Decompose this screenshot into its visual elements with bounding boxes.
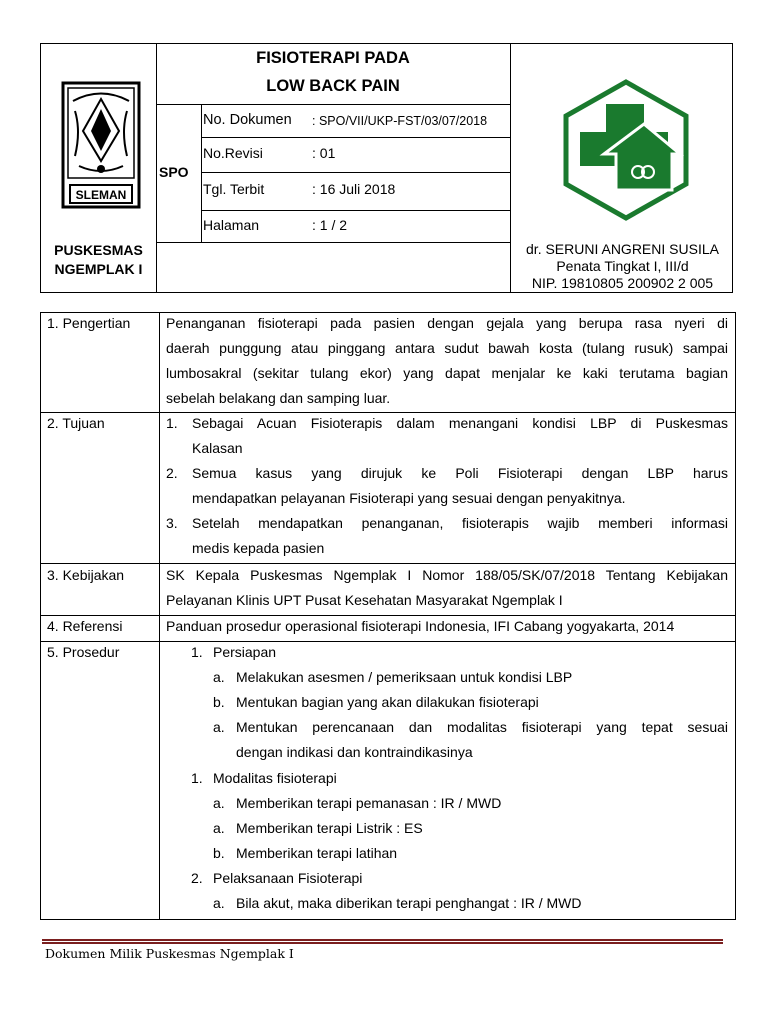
org-name-line2: NGEMPLAK I	[54, 261, 143, 277]
prosedur-text: dengan indikasi dan kontraindikasinya	[236, 744, 473, 760]
spo-label: SPO	[159, 164, 189, 180]
section-label-pengertian: 1. Pengertian	[47, 315, 131, 331]
prosedur-text: Bila akut, maka diberikan terapi penghangat : IR / MWD	[236, 895, 582, 911]
prosedur-num: 1.	[191, 644, 203, 660]
field-tgl-terbit-value: : 16 Juli 2018	[312, 181, 396, 197]
prosedur-text: Pelaksanaan Fisioterapi	[213, 870, 363, 886]
prosedur-text: Memberikan terapi Listrik : ES	[236, 820, 423, 836]
tujuan-item: 3. Setelah mendapatkan penanganan, fisioterapis wajib memberi informasi medis kepada pasien	[166, 515, 728, 556]
referensi-text: Panduan prosedur operasional fisioterapi Indonesia, IFI Cabang yogyakarta, 2014	[166, 618, 675, 634]
pengertian-line: lumbosakral (sekitar tulang ekor) yang dapat menjalar ke kaki terutama bagian	[166, 365, 728, 381]
section-label-referensi: 4. Referensi	[47, 618, 123, 634]
tujuan-item: 1. Sebagai Acuan Fisioterapis dalam menangani kondisi LBP di Puskesmas Kalasan	[166, 415, 728, 456]
field-tgl-terbit-label: Tgl. Terbit	[203, 181, 265, 197]
prosedur-text: Memberikan terapi latihan	[236, 845, 398, 861]
prosedur-text: Mentukan bagian yang akan dilakukan fisioterapi	[236, 694, 539, 710]
header-table	[40, 43, 733, 293]
prosedur-num: b.	[213, 845, 225, 861]
prosedur-num: a.	[213, 820, 225, 836]
svg-text:SLEMAN: SLEMAN	[75, 188, 127, 202]
prosedur-num: a.	[213, 895, 225, 911]
prosedur-num: 1.	[191, 770, 203, 786]
prosedur-num: a.	[213, 795, 225, 811]
footer-divider	[42, 939, 723, 944]
field-halaman-label: Halaman	[203, 217, 260, 233]
prosedur-text: Persiapan	[213, 644, 277, 660]
section-label-kebijakan: 3. Kebijakan	[47, 567, 125, 583]
sleman-logo	[61, 81, 141, 209]
footer-text: Dokumen Milik Puskesmas Ngemplak I	[45, 946, 294, 961]
field-revisi-label: No.Revisi	[203, 145, 263, 161]
section-label-prosedur: 5. Prosedur	[47, 644, 120, 660]
field-no-dokumen-value: : SPO/VII/UKP-FST/03/07/2018	[312, 114, 488, 128]
prosedur-num: b.	[213, 694, 225, 710]
kebijakan-line: Pelayanan Klinis UPT Pusat Kesehatan Masyarakat Ngemplak I	[166, 592, 563, 608]
prosedur-text: Memberikan terapi pemanasan : IR / MWD	[236, 795, 502, 811]
content-table	[40, 312, 736, 920]
doc-title-line2: LOW BACK PAIN	[266, 77, 400, 95]
signer-rank: Penata Tingkat I, III/d	[556, 258, 689, 274]
prosedur-num: a.	[213, 719, 225, 735]
pengertian-line: daerah punggung atau pinggang antara sudut bawah kosta (tulang rusuk) sampai	[166, 340, 728, 356]
field-no-dokumen-label: No. Dokumen	[203, 112, 292, 128]
prosedur-text: Modalitas fisioterapi	[213, 770, 337, 786]
pengertian-line: sebelah belakang dan samping luar.	[166, 390, 391, 406]
tujuan-item: 2. Semua kasus yang dirujuk ke Poli Fisioterapi dengan LBP harus mendapatkan pelayanan Fisioterapi yang sesuai dengan penyakitnya.	[166, 465, 728, 506]
signer-nip: NIP. 19810805 200902 2 005	[531, 275, 714, 291]
signer-name: dr. SERUNI ANGRENI SUSILA	[526, 241, 719, 257]
section-label-tujuan: 2. Tujuan	[47, 415, 105, 431]
prosedur-num: a.	[213, 669, 225, 685]
pengertian-line: Penanganan fisioterapi pada pasien dengan gejala yang berupa rasa nyeri di	[166, 315, 728, 331]
prosedur-text: Mentukan perencanaan dan modalitas fisioterapi yang tepat sesuai	[236, 719, 728, 735]
prosedur-num: 2.	[191, 870, 203, 886]
puskesmas-emblem	[560, 78, 692, 222]
org-name-line1: PUSKESMAS	[54, 242, 143, 258]
kebijakan-line: SK Kepala Puskesmas Ngemplak I Nomor 188/05/SK/07/2018 Tentang Kebijakan	[166, 567, 728, 583]
prosedur-text: Melakukan asesmen / pemeriksaan untuk kondisi LBP	[236, 669, 573, 685]
field-revisi-value: : 01	[312, 145, 336, 161]
field-halaman-value: : 1 / 2	[312, 217, 348, 233]
doc-title-line1: FISIOTERAPI PADA	[256, 49, 410, 67]
